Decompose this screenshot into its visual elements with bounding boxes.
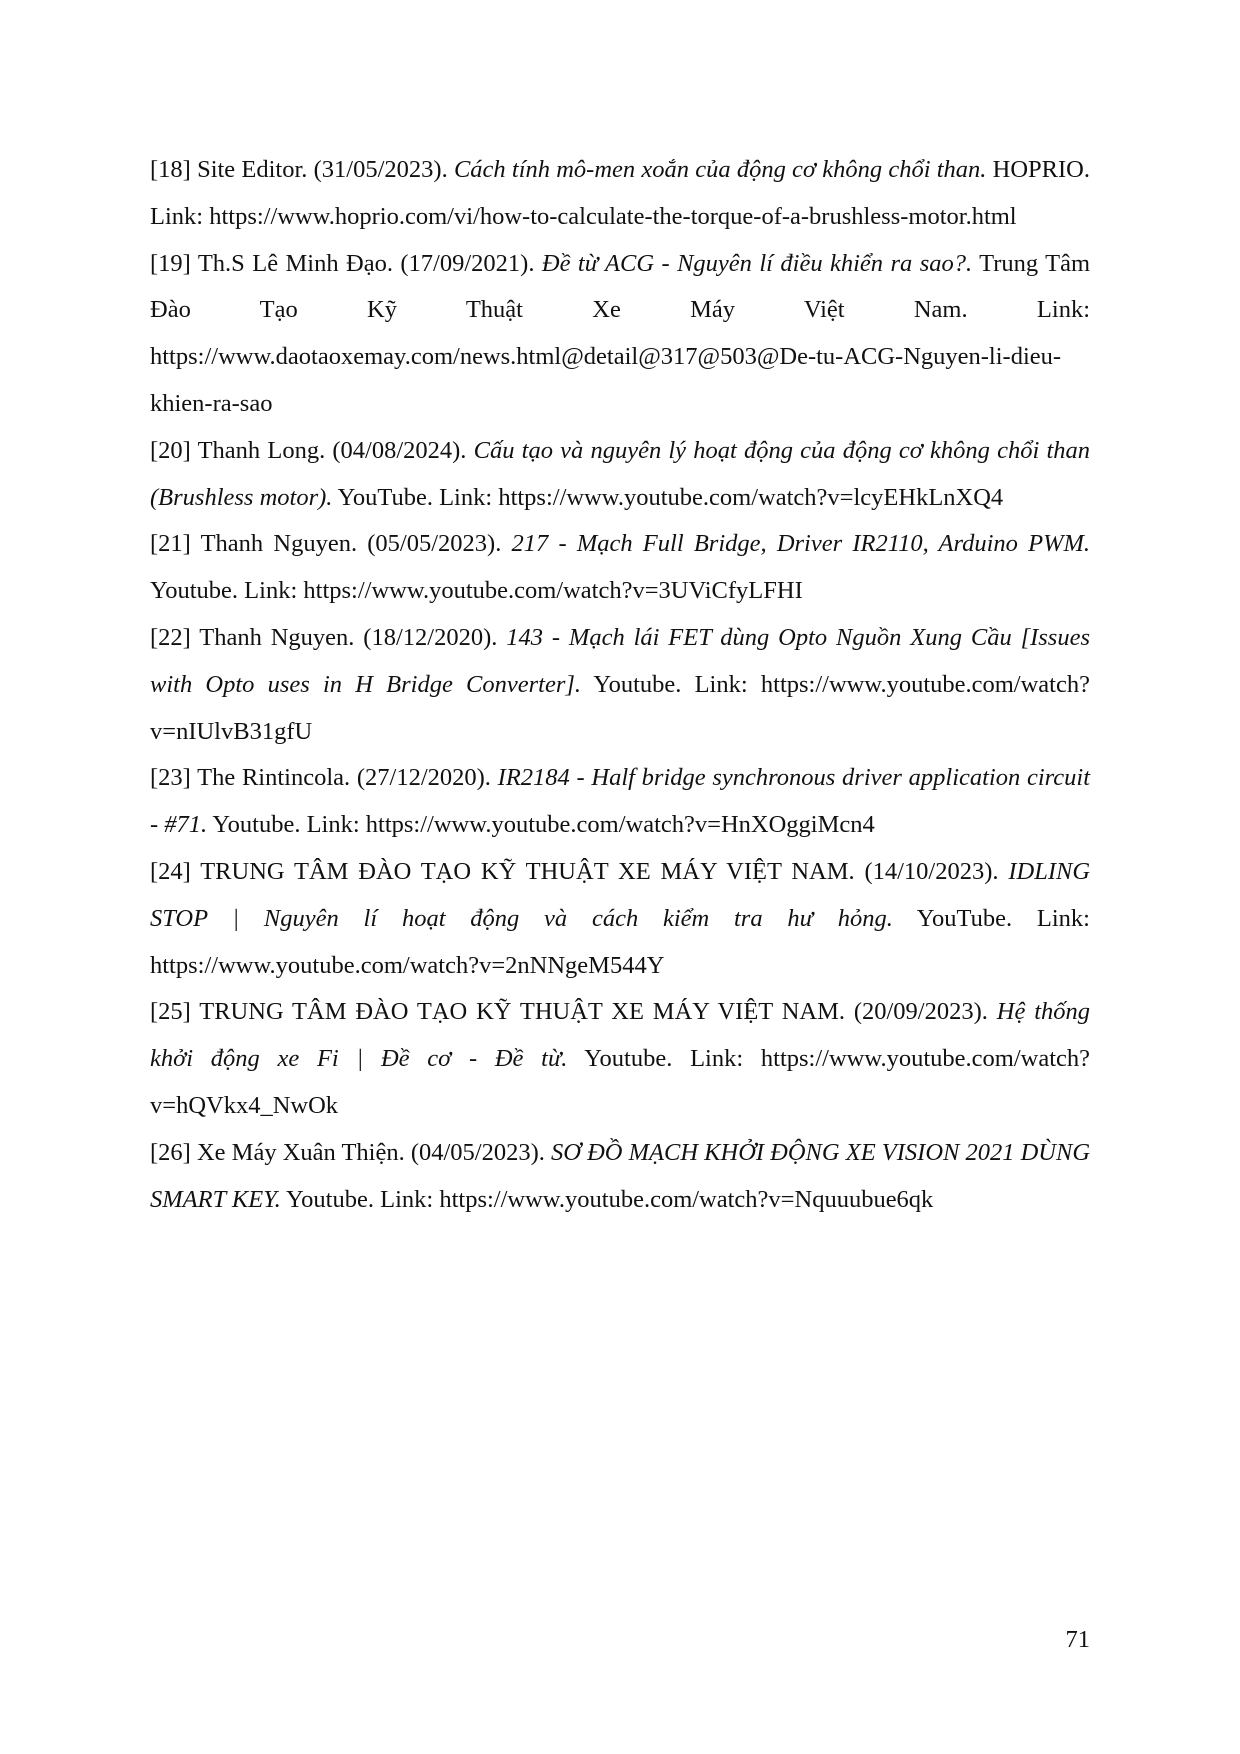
reference-author: Xe Máy Xuân Thiện. (04/05/2023). (196, 1138, 545, 1166)
reference-number: [26] (150, 1138, 191, 1166)
reference-number: [21] (150, 530, 191, 558)
reference-item-20 (150, 428, 1090, 522)
reference-author: Thanh Long. (04/08/2024). (197, 436, 467, 464)
reference-link-label: Link: (690, 1045, 744, 1073)
reference-link-label: Link: (1036, 904, 1090, 932)
reference-item-21 (150, 521, 1090, 615)
reference-number: [19] (150, 249, 191, 277)
reference-link-label: Link: (150, 202, 204, 230)
reference-url[interactable]: https://www.youtube.com/watch?v=2nNNgeM544Y (150, 951, 665, 979)
reference-number: [22] (150, 623, 191, 651)
reference-number: [18] (150, 156, 191, 183)
reference-author: Thanh Nguyen. (05/05/2023). (200, 530, 502, 558)
reference-number: [25] (150, 998, 191, 1026)
reference-title: Đề từ ACG - Nguyên lí điều khiển ra sao?. (541, 249, 973, 277)
reference-url[interactable]: https://www.youtube.com/watch?v=Nquuubue6qk (439, 1185, 934, 1213)
reference-source: YouTube. (337, 483, 433, 511)
reference-url[interactable]: https://www.youtube.com/watch?v=hQVkx4_NwOk (150, 1045, 1091, 1119)
reference-url[interactable]: https://www.youtube.com/watch?v=3UViCfyLFHI (303, 577, 803, 605)
reference-author: Thanh Nguyen. (18/12/2020). (199, 623, 498, 651)
reference-item-23 (150, 755, 1090, 849)
reference-number: [24] (150, 857, 191, 885)
reference-source: Youtube. (584, 1045, 673, 1073)
reference-title: Cách tính mô-men xoắn của động cơ không chổi than. (453, 156, 987, 183)
reference-title: IDLING STOP | Nguyên lí hoạt động và cách kiểm tra hư hỏng. (150, 857, 1091, 932)
reference-source: HOPRIO. (992, 156, 1091, 183)
reference-author: The Rintincola. (27/12/2020). (197, 764, 491, 792)
reference-link-label: Link: (694, 670, 748, 698)
reference-source: Youtube. (285, 1185, 374, 1213)
reference-author: Site Editor. (31/05/2023). (197, 156, 448, 183)
reference-list (150, 147, 1090, 1223)
reference-author: TRUNG TÂM ĐÀO TẠO KỸ THUẬT XE MÁY VIỆT NAM. (20/09/2023). (199, 998, 988, 1026)
reference-item-26 (150, 1130, 1090, 1224)
reference-link-label: Link: (439, 483, 493, 511)
reference-number: [23] (150, 764, 191, 792)
reference-item-25 (150, 989, 1090, 1129)
reference-link-label: Link: (380, 1185, 434, 1213)
reference-item-18 (150, 147, 1090, 241)
reference-source: Youtube. (150, 577, 239, 605)
reference-url[interactable]: https://www.daotaoxemay.com/news.html@detail@317@503@De-tu-ACG-Nguyen-li-dieu-khien-ra-sao (150, 343, 1062, 417)
reference-title: IR2184 - Half bridge synchronous driver application circuit - #71. (150, 764, 1091, 839)
page-number: 71 (1065, 1626, 1090, 1653)
reference-source: Youtube. (212, 811, 301, 839)
reference-item-24 (150, 849, 1090, 989)
reference-url[interactable]: https://www.youtube.com/watch?v=HnXOggiMcn4 (365, 811, 875, 839)
reference-number: [20] (150, 436, 191, 464)
reference-url[interactable]: https://www.youtube.com/watch?v=nIUlvB31gfU (150, 670, 1090, 745)
reference-url[interactable]: https://www.hoprio.com/vi/how-to-calculate-the-torque-of-a-brushless-motor.html (209, 202, 1017, 230)
reference-title: Hệ thống khởi động xe Fi | Đề cơ - Đề từ. (150, 998, 1090, 1073)
reference-source: Trung Tâm Đào Tạo Kỹ Thuật Xe Máy Việt Nam. (150, 249, 1091, 324)
reference-item-22 (150, 615, 1090, 755)
reference-link-label: Link: (306, 811, 360, 839)
reference-link-label: Link: (244, 577, 298, 605)
reference-url[interactable]: https://www.youtube.com/watch?v=lcyEHkLnXQ4 (498, 483, 1004, 511)
reference-title: 143 - Mạch lái FET dùng Opto Nguồn Xung Cầu [Issues with Opto uses in H Bridge Converter]. (150, 623, 1090, 698)
reference-title: SƠ ĐỒ MẠCH KHỞI ĐỘNG XE VISION 2021 DÙNG SMART KEY. (150, 1138, 1091, 1213)
reference-author: TRUNG TÂM ĐÀO TẠO KỸ THUẬT XE MÁY VIỆT NAM. (14/10/2023). (200, 857, 999, 885)
reference-author: Th.S Lê Minh Đạo. (17/09/2021). (197, 249, 535, 277)
reference-source: YouTube. (916, 904, 1013, 932)
reference-link-label: Link: (1036, 296, 1091, 324)
reference-source: Youtube. (593, 670, 682, 698)
reference-title: 217 - Mạch Full Bridge, Driver IR2110, Arduino PWM. (511, 530, 1091, 558)
reference-item-19 (150, 241, 1090, 428)
reference-title: Cấu tạo và nguyên lý hoạt động của động cơ không chổi than (Brushless motor). (150, 436, 1090, 511)
